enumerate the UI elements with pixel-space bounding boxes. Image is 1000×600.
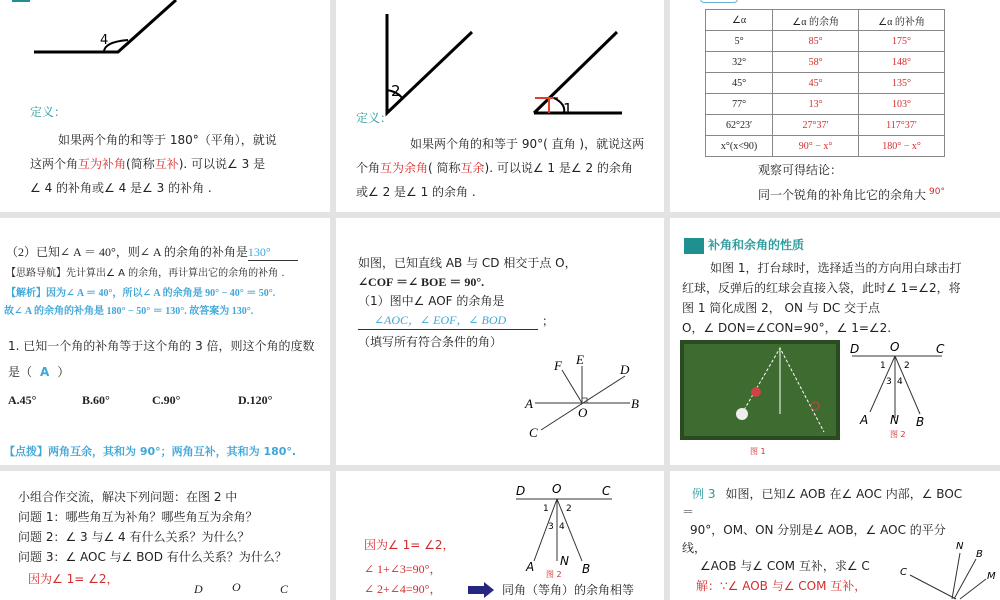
arrow-head — [484, 582, 494, 598]
question-3: 问题 3：∠ AOC 与∠ BOD 有什么关系？为什么？ — [18, 550, 287, 564]
semicolon: ； — [542, 314, 555, 328]
problem-line-3: （1）图中∠ AOF 的余角是 — [358, 294, 505, 308]
question-1-answer-line: 是（ A ） — [8, 365, 70, 379]
example-line-4: ∠AOB 与∠ COM 互补，求∠ C — [700, 559, 870, 573]
tip: 【点拨】两角互余，其和为 90°；两角互补，其和为 180°. — [4, 445, 297, 458]
svg-text:B: B — [916, 415, 925, 429]
slide-intersecting-lines[interactable] — [336, 218, 664, 465]
svg-text:M: M — [987, 571, 996, 582]
svg-text:C: C — [602, 484, 611, 498]
angle-figures — [336, 0, 664, 120]
slide-angle-table[interactable] — [670, 0, 1000, 212]
conclusion-overlay: 90° — [929, 187, 945, 197]
definition-line-1: 如果两个角的和等于 180°（平角），就说 — [58, 133, 277, 147]
example-line-1: 例 3 如图，已知∠ AOB 在∠ AOC 内部，∠ BOC — [692, 487, 963, 501]
svg-text:C: C — [900, 567, 907, 578]
svg-text:3: 3 — [886, 377, 892, 387]
definition-label: 定义： — [30, 105, 67, 119]
slide-supplementary-definition[interactable] — [0, 0, 330, 212]
svg-text:3: 3 — [548, 522, 554, 532]
billiard-table-image — [680, 340, 840, 440]
svg-text:N: N — [956, 541, 964, 552]
angle-label-1: 1 — [563, 100, 573, 118]
svg-text:N: N — [890, 413, 899, 427]
svg-text:D: D — [850, 342, 860, 356]
angle-label-4: 4 — [100, 33, 109, 48]
slide-group-questions[interactable] — [0, 471, 330, 600]
proof-line-3: ∠ 2+∠4=90°， — [364, 582, 442, 596]
problem-line-1: 如图，已知直线 AB 与 CD 相交于点 O， — [358, 256, 577, 270]
text-line-2: 红球，反弹后的红球会直接入袋，此时∠ 1=∠2，将 — [682, 281, 961, 295]
note: （填写所有符合条件的角） — [358, 335, 503, 349]
text-line-4: O，∠ DON=∠CON=90°，∠ 1=∠2. — [682, 321, 892, 335]
conclusion-text: 同一个锐角的补角比它的余角大 $^{90^\circ}$ — [758, 187, 945, 202]
slide-complement-proof[interactable] — [336, 471, 664, 600]
slide-exercise-1[interactable] — [0, 218, 330, 465]
figure-1-caption: 图 1 — [750, 447, 766, 456]
section-title: 补角和余角的性质 — [708, 238, 805, 252]
svg-text:O: O — [890, 340, 900, 354]
example-line-2: 90°，OM、ON 分别是∠ AOB，∠ AOC 的平分 — [690, 523, 946, 537]
option-b[interactable]: B.60° — [82, 393, 110, 407]
answer-start: 因为∠ 1= ∠2， — [28, 572, 119, 586]
angle-4-figure — [0, 0, 330, 80]
intersecting-lines-figure — [336, 218, 664, 465]
svg-text:2: 2 — [566, 504, 572, 514]
option-c[interactable]: C.90° — [152, 393, 181, 407]
angle-label-2: 2 — [391, 82, 401, 100]
analysis-line-1: 【解析】因为∠ A ＝ 40°，所以∠ A 的余角是 90° − 40° ＝ 50°. — [6, 288, 276, 299]
angle-bisector-figure — [898, 539, 998, 600]
hint: 【思路导航】先计算出∠ A 的余角，再计算出它的余角的补角 . — [6, 268, 285, 279]
label-c: C — [280, 582, 289, 596]
svg-text:A: A — [860, 413, 869, 427]
svg-text:E: E — [576, 352, 584, 367]
svg-text:图 2: 图 2 — [890, 430, 906, 439]
option-a[interactable]: A.45° — [8, 393, 37, 407]
definition-line-3: ∠ 4 的补角或∠ 4 是∠ 3 的补角 . — [30, 181, 212, 195]
slide-example-3[interactable] — [670, 471, 1000, 600]
angle-table: ∠α ∠α 的余角 ∠α 的补角 5° 85° 175° 32° 58° 148° 45° 45° 135° 77° 13° 103° 62°23′ 27°37′ 117°37′ x°(x<90) 90° − x° 180° − x° — [705, 9, 945, 157]
header-tab — [700, 0, 738, 3]
answer-blank: ∠AOC，∠ EOF，∠ BOD — [358, 311, 538, 330]
text-line-1: 如图 1，打台球时，选择适当的方向用白球击打 — [710, 261, 962, 275]
svg-text:A: A — [525, 396, 533, 411]
svg-text:1: 1 — [543, 504, 549, 514]
question-1: 问题 1：哪些角互为补角？哪些角互为余角？ — [18, 510, 258, 524]
slide-complementary-definition[interactable] — [336, 0, 664, 212]
svg-text:1: 1 — [880, 361, 886, 371]
svg-text:B: B — [976, 549, 983, 560]
label-o: O — [232, 580, 241, 594]
svg-text:O: O — [578, 405, 588, 420]
svg-text:2: 2 — [904, 361, 910, 371]
conclusion-label: 观察可得结论： — [758, 163, 843, 177]
svg-text:4: 4 — [559, 522, 565, 532]
definition-line-3: 或∠ 2 是∠ 1 的余角 . — [356, 185, 476, 199]
problem-line-2: ∠COF ＝∠ BOE ＝ 90°. — [358, 275, 485, 289]
example-line-3: 线， — [682, 541, 707, 555]
definition-line-2: 个角互为余角( 简称互余). 可以说∠ 1 是∠ 2 的余角 — [356, 161, 633, 175]
svg-text:B: B — [582, 562, 591, 576]
question-1: 1. 已知一个角的补角等于这个角的 3 倍，则这个角的度数 — [8, 339, 315, 353]
analysis-line-2: 故∠ A 的余角的补角是 180° − 50° ＝ 130°. 故答案为 130°. — [4, 306, 254, 317]
definition-line-2: 这两个角互为补角(简称互补). 可以说∠ 3 是 — [30, 157, 266, 171]
svg-text:C: C — [529, 425, 538, 440]
question-2: 问题 2：∠ 3 与∠ 4 有什么关系？为什么？ — [18, 530, 250, 544]
option-d[interactable]: D.120° — [238, 393, 273, 407]
proof-line-1: 因为∠ 1= ∠2， — [364, 538, 455, 552]
conclusion: 同角（等角）的余角相等 — [502, 583, 635, 597]
solution-line: 解：∵∠ AOB 与∠ COM 互补， — [696, 579, 867, 593]
question-2: （2）已知∠ A ＝ 40°，则∠ A 的余角的补角是130° — [6, 240, 298, 264]
slide-properties[interactable] — [670, 218, 1000, 465]
svg-text:F: F — [554, 358, 562, 373]
proof-line-2: ∠ 1+∠3=90°， — [364, 562, 442, 576]
intro-line: 小组合作交流，解决下列问题：在图 2 中 — [18, 490, 238, 504]
svg-text:图 2: 图 2 — [546, 570, 562, 579]
label-d: D — [194, 582, 203, 596]
section-icon — [684, 238, 704, 254]
svg-text:D: D — [516, 484, 526, 498]
definition-label: 定义： — [356, 111, 393, 125]
text-line-3: 图 1 简化成图 2， ON 与 DC 交于点 — [682, 301, 881, 315]
figure-2-diagram — [848, 340, 958, 450]
definition-line-1: 如果两个角的和等于 90°( 直角 )，就说这两 — [410, 137, 645, 151]
svg-text:A: A — [526, 560, 535, 574]
svg-text:O: O — [552, 482, 562, 496]
svg-text:N: N — [560, 554, 569, 568]
figure-2-diagram — [512, 481, 622, 581]
svg-text:B: B — [631, 396, 639, 411]
example-line-1b: ＝ — [682, 505, 695, 519]
svg-text:4: 4 — [897, 377, 903, 387]
svg-text:C: C — [936, 342, 945, 356]
svg-text:D: D — [620, 362, 630, 377]
